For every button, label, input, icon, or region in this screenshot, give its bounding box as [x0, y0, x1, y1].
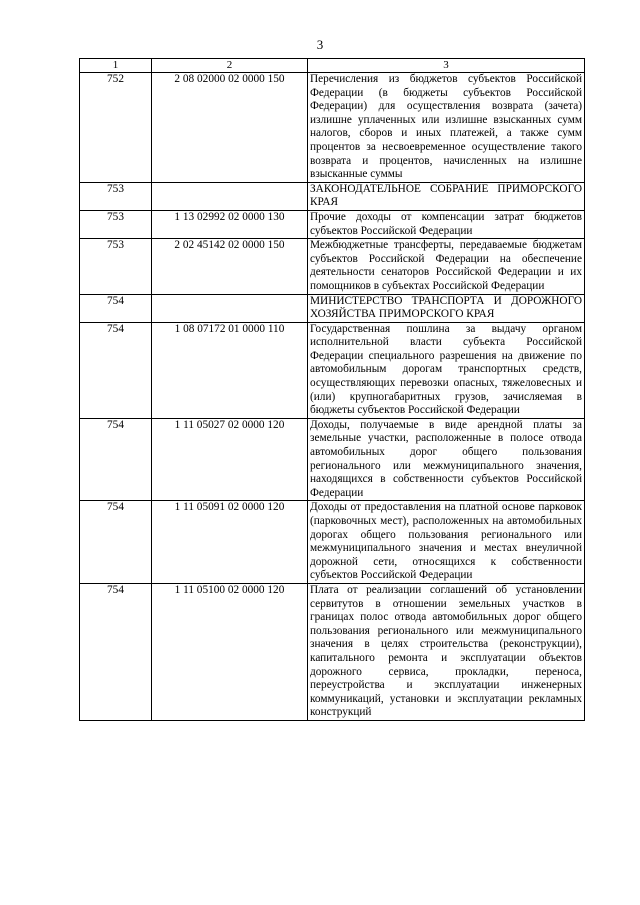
organization-name-cell: ЗАКОНОДАТЕЛЬНОЕ СОБРАНИЕ ПРИМОРСКОГО КРАЯ	[308, 182, 585, 210]
admin-code-cell: 754	[80, 583, 152, 720]
table-row	[80, 239, 585, 294]
admin-code-cell: 752	[80, 73, 152, 183]
column-header-3: 3	[308, 59, 585, 73]
budget-code-cell: 1 11 05091 02 0000 120	[152, 501, 308, 584]
revenue-name-cell: Прочие доходы от компенсации затрат бюджетов субъектов Российской Федерации	[308, 210, 585, 238]
admin-code-cell: 754	[80, 418, 152, 501]
table-row	[80, 73, 585, 183]
revenue-name-cell: Плата от реализации соглашений об установлении сервитутов в отношении земельных участков в границах полос отвода автомобильных дорог общего пользования регионального или межмуниципального значения в целях строительства (реконструкции), капитального ремонта и эксплуатации объектов дорожного сервиса, прокладки, переноса, переустройства и эксплуатации инженерных коммуникаций, установки и эксплуатации рекламных конструкций	[308, 583, 585, 720]
table-row	[80, 501, 585, 584]
table-row	[80, 294, 585, 322]
revenue-name-cell: Доходы от предоставления на платной основе парковок (парковочных мест), расположенных на автомобильных дорогах общего пользования регионального или межмуниципального значения и местах внеуличной дорожной сети, относящихся к собственности субъектов Российской Федерации	[308, 501, 585, 584]
column-header-2: 2	[152, 59, 308, 73]
budget-classification-table	[79, 58, 585, 721]
budget-code-cell: 2 08 02000 02 0000 150	[152, 73, 308, 183]
table-row	[80, 210, 585, 238]
budget-code-cell: 1 08 07172 01 0000 110	[152, 322, 308, 418]
table-row	[80, 182, 585, 210]
budget-code-cell: 1 11 05027 02 0000 120	[152, 418, 308, 501]
admin-code-cell: 754	[80, 294, 152, 322]
table-row	[80, 322, 585, 418]
revenue-name-cell: Перечисления из бюджетов субъектов Российской Федерации (в бюджеты субъектов Российской Федерации) для осуществления возврата (зачета) излишне уплаченных или излишне взысканных сумм налогов, сборов и иных платежей, а также сумм процентов за несвоевременное осуществление такого возврата и процентов, начисленных на излишне взысканные суммы	[308, 73, 585, 183]
budget-code-cell	[152, 294, 308, 322]
table-header-row	[80, 59, 585, 73]
budget-code-cell: 1 13 02992 02 0000 130	[152, 210, 308, 238]
budget-code-cell	[152, 182, 308, 210]
table-row	[80, 583, 585, 720]
admin-code-cell: 753	[80, 210, 152, 238]
admin-code-cell: 753	[80, 182, 152, 210]
budget-code-cell: 1 11 05100 02 0000 120	[152, 583, 308, 720]
budget-code-cell: 2 02 45142 02 0000 150	[152, 239, 308, 294]
page-number: 3	[316, 37, 324, 52]
organization-name-cell: МИНИСТЕРСТВО ТРАНСПОРТА И ДОРОЖНОГО ХОЗЯЙСТВА ПРИМОРСКОГО КРАЯ	[308, 294, 585, 322]
revenue-name-cell: Государственная пошлина за выдачу органом исполнительной власти субъекта Российской Федерации специального разрешения на движение по автомобильным дорогам транспортных средств, осуществляющих перевозки опасных, тяжеловесных и (или) крупногабаритных грузов, зачисляемая в бюджеты субъектов Российской Федерации	[308, 322, 585, 418]
table-row	[80, 418, 585, 501]
admin-code-cell: 754	[80, 501, 152, 584]
admin-code-cell: 754	[80, 322, 152, 418]
revenue-name-cell: Доходы, получаемые в виде арендной платы за земельные участки, расположенные в полосе отвода автомобильных дорог общего пользования регионального или межмуниципального значения, находящихся в собственности субъектов Российской Федерации	[308, 418, 585, 501]
column-header-1: 1	[80, 59, 152, 73]
admin-code-cell: 753	[80, 239, 152, 294]
revenue-name-cell: Межбюджетные трансферты, передаваемые бюджетам субъектов Российской Федерации на обеспечение деятельности сенаторов Российской Федерации и их помощников в субъектах Российской Федерации	[308, 239, 585, 294]
